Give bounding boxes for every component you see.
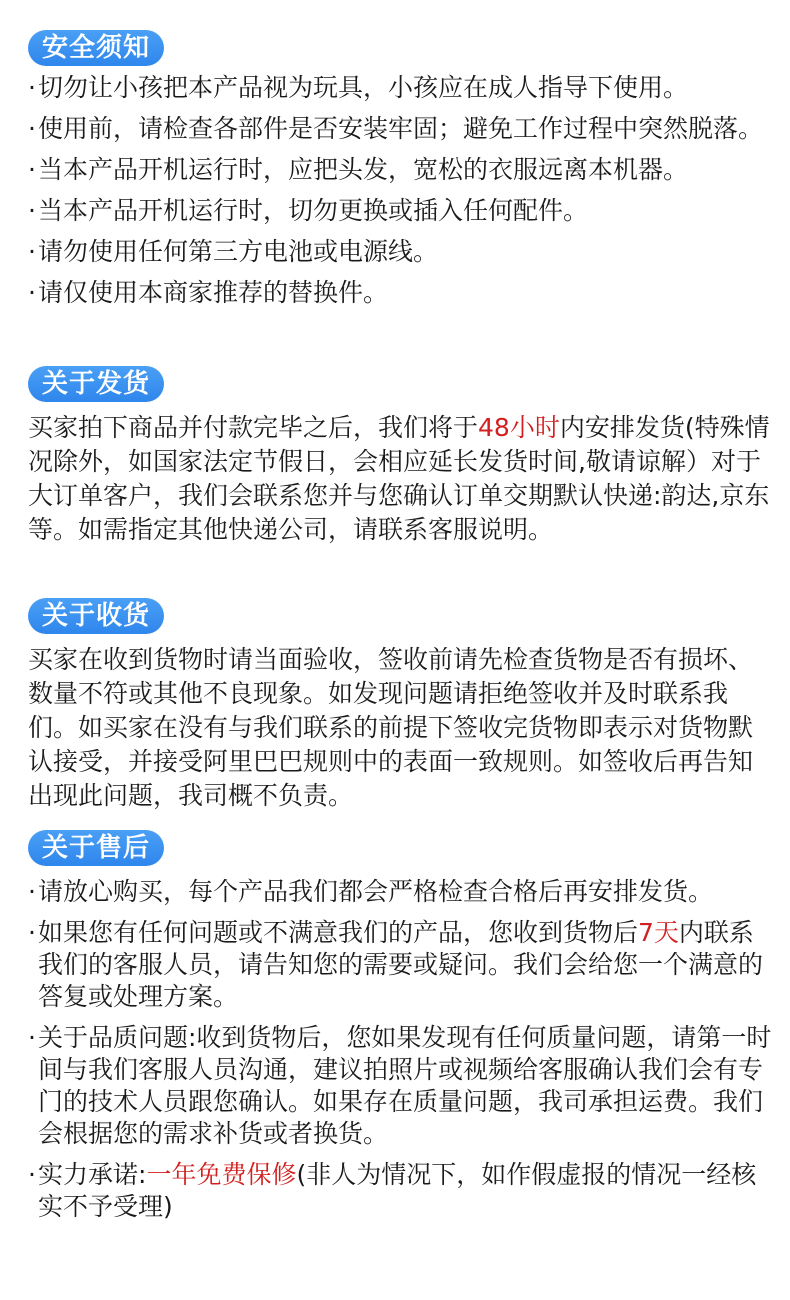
bullet-text-before: 如果您有任何问题或不满意我们的产品，您收到货物后 (38, 918, 639, 947)
bullet-dot: · (28, 73, 36, 102)
section-title-aftersales: 关于售后 (28, 830, 164, 866)
list-item (28, 277, 773, 309)
bullet-text-before: 实力承诺: (38, 1160, 147, 1189)
bullet-text: 切勿让小孩把本产品视为玩具，小孩应在成人指导下使用。 (38, 73, 689, 102)
shipping-text-before: 买家拍下商品并付款完毕之后，我们将于 (28, 413, 479, 442)
bullet-dot: · (28, 877, 36, 906)
section-title-receiving: 关于收货 (28, 598, 164, 634)
aftersales-section (28, 830, 773, 1232)
section-title-shipping: 关于发货 (28, 366, 164, 402)
bullet-dot: · (28, 237, 36, 266)
aftersales-list (28, 876, 773, 1223)
bullet-text (38, 917, 773, 1013)
receiving-paragraph: 买家在收到货物时请当面验收，签收前请先检查货物是否有损坏、数量不符或其他不良现象。如发现问题请拒绝签收并及时联系我们。如买家在没有与我们联系的前提下签收完货物即表示对货物默认接受，并接受阿里巴巴规则中的表面一致规则。如签收后再告知出现此问题，我司概不负责。 (28, 645, 754, 810)
bullet-text: 当本产品开机运行时，切勿更换或插入任何配件。 (38, 196, 589, 225)
bullet-dot: · (28, 278, 36, 307)
shipping-text-after: 内安排发货(特殊情况除外，如国家法定节假日，会相应延长发货时间,敬请谅解）对于大订单客户，我们会联系您并与您确认订单交期默认快递:韵达,京东等。如需指定其他快递公司，请联系客服说明。 (28, 413, 770, 544)
list-item (28, 876, 773, 908)
bullet-text-after: 内联系我们的客服人员，请告知您的需要或疑问。我们会给您一个满意的答复或处理方案。 (38, 918, 764, 1011)
list-item (28, 195, 773, 227)
list-item (28, 236, 773, 268)
bullet-dot: · (28, 1160, 36, 1189)
shipping-highlight: 48小时 (478, 413, 560, 442)
list-item (28, 1022, 773, 1150)
bullet-dot: · (28, 918, 36, 947)
bullet-dot: · (28, 114, 36, 143)
section-title-safety: 安全须知 (28, 30, 164, 66)
bullet-text: 当本产品开机运行时，应把头发，宽松的衣服远离本机器。 (38, 155, 689, 184)
bullet-text (38, 1159, 773, 1223)
list-item (28, 917, 773, 1013)
bullet-text: 请仅使用本商家推荐的替换件。 (38, 278, 389, 307)
shipping-paragraph (28, 411, 773, 547)
bullet-highlight: 一年免费保修 (146, 1160, 297, 1189)
receiving-section (28, 598, 773, 813)
bullet-text-after: (非人为情况下，如作假虚报的情况一经核实不予受理) (38, 1160, 757, 1221)
bullet-dot: · (28, 1023, 36, 1052)
safety-list (28, 72, 773, 309)
list-item (28, 154, 773, 186)
list-item (28, 1159, 773, 1223)
bullet-text: 使用前，请检查各部件是否安装牢固；避免工作过程中突然脱落。 (38, 114, 764, 143)
list-item (28, 113, 773, 145)
bullet-text: 请勿使用任何第三方电池或电源线。 (38, 237, 439, 266)
bullet-dot: · (28, 155, 36, 184)
list-item (28, 72, 773, 104)
bullet-dot: · (28, 196, 36, 225)
bullet-highlight: 7天 (638, 918, 679, 947)
safety-section (28, 30, 773, 318)
bullet-text: 关于品质问题:收到货物后，您如果发现有任何质量问题，请第一时间与我们客服人员沟通，建议拍照片或视频给客服确认我们会有专门的技术人员跟您确认。如果存在质量问题，我司承担运费。我们会根据您的需求补货或者换货。 (38, 1023, 772, 1148)
shipping-section (28, 366, 773, 547)
bullet-text: 请放心购买，每个产品我们都会严格检查合格后再安排发货。 (38, 877, 714, 906)
